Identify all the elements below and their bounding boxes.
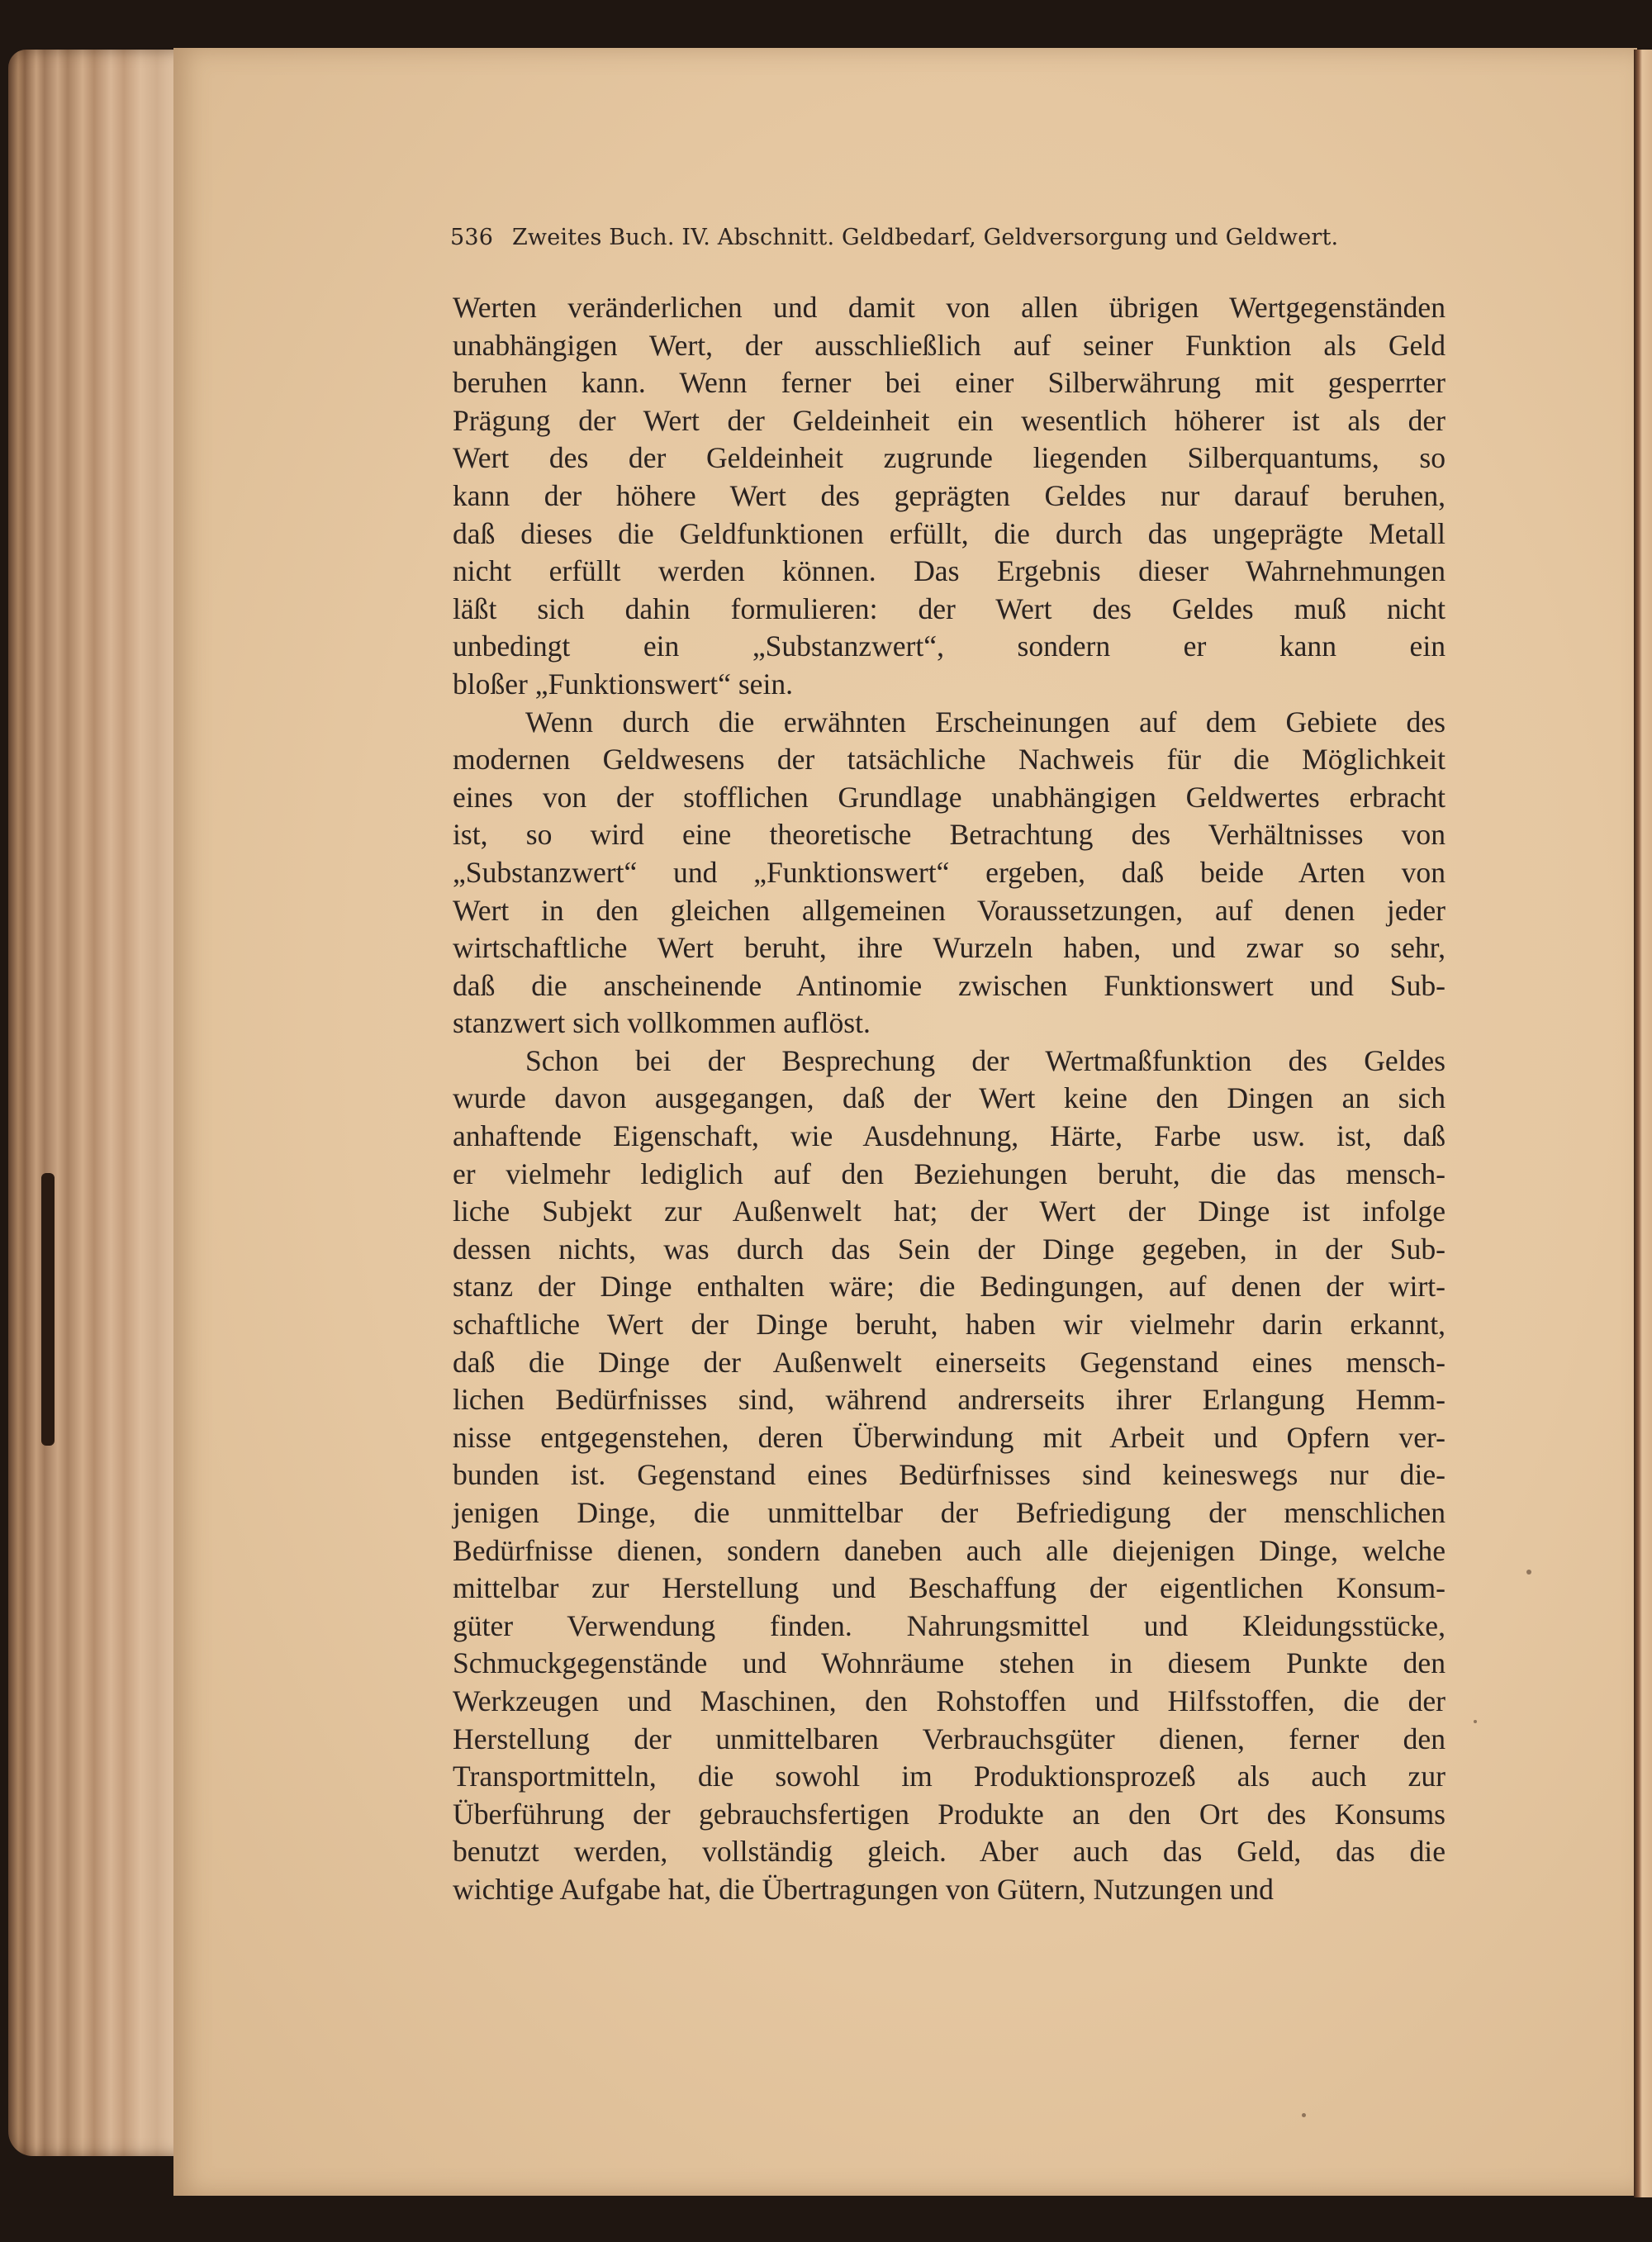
text-line: läßt sich dahin formulieren: der Wert des Geldes muß nicht: [453, 591, 1446, 625]
text-line: Wert des der Geldeinheit zugrunde liegenden Silberquantums, so: [453, 441, 1446, 475]
paper-speck: [1302, 2113, 1306, 2117]
running-header: [450, 225, 1408, 250]
text-line: daß dieses die Geldfunktionen erfüllt, die durch das ungeprägte Metall: [453, 516, 1446, 550]
text-line: daß die anscheinende Antinomie zwischen Funktionswert und Sub-: [453, 968, 1446, 1002]
binding-mark: [41, 1173, 55, 1446]
text-line: er vielmehr lediglich auf den Beziehungen beruht, die das mensch-: [453, 1157, 1446, 1190]
page-block-edge: [8, 50, 186, 2156]
text-line: daß die Dinge der Außenwelt einerseits Gegenstand eines mensch-: [453, 1345, 1446, 1379]
text-line: liche Subjekt zur Außenwelt hat; der Wert der Dinge ist infolge: [453, 1195, 1446, 1228]
text-line: Überführung der gebrauchsfertigen Produkte an den Ort des Konsums: [453, 1797, 1446, 1831]
text-line: wichtige Aufgabe hat, die Übertragungen von Gütern, Nutzungen und: [453, 1872, 1274, 1906]
text-line: schaftliche Wert der Dinge beruht, haben wir vielmehr darin erkannt,: [453, 1308, 1446, 1342]
paragraph: [453, 704, 1446, 1043]
text-line: lichen Bedürfnisses sind, während andrerseits ihrer Erlangung Hemm-: [453, 1383, 1446, 1417]
text-line: nicht erfüllt werden können. Das Ergebnis dieser Wahrnehmungen: [453, 554, 1446, 588]
paragraph: [453, 1043, 1446, 1909]
body-text: [453, 289, 1446, 1909]
text-line: jenigen Dinge, die unmittelbar der Befriedigung der menschlichen: [453, 1496, 1446, 1529]
text-line: stanz der Dinge enthalten wäre; die Bedingungen, auf denen der wirt-: [453, 1270, 1446, 1304]
text-line: wurde davon ausgegangen, daß der Wert keine den Dingen an sich: [453, 1081, 1446, 1115]
text-line: Herstellung der unmittelbaren Verbrauchsgüter dienen, ferner den: [453, 1722, 1446, 1755]
text-line: Transportmitteln, die sowohl im Produktionsprozeß als auch zur: [453, 1760, 1446, 1793]
text-line: Werkzeugen und Maschinen, den Rohstoffen und Hilfsstoffen, die der: [453, 1684, 1446, 1717]
text-line: Bedürfnisse dienen, sondern daneben auch alle diejenigen Dinge, welche: [453, 1533, 1446, 1567]
text-line: bloßer „Funktionswert“ sein.: [453, 667, 794, 701]
text-line: nisse entgegenstehen, deren Überwindung mit Arbeit und Opfern ver-: [453, 1420, 1446, 1454]
text-line: güter Verwendung finden. Nahrungsmittel und Kleidungsstücke,: [453, 1608, 1446, 1642]
text-line: benutzt werden, vollständig gleich. Aber auch das Geld, das die: [453, 1835, 1446, 1869]
text-line: Prägung der Wert der Geldeinheit ein wesentlich höherer ist als der: [453, 403, 1446, 437]
text-line: modernen Geldwesens der tatsächliche Nachweis für die Möglichkeit: [453, 743, 1446, 777]
running-title: Zweites Buch. IV. Abschnitt. Geldbedarf, Geldversorgung und Geldwert.: [511, 225, 1339, 250]
text-line: unabhängigen Wert, der ausschließlich auf seiner Funktion als Geld: [453, 328, 1446, 362]
text-line: stanzwert sich vollkommen auflöst.: [453, 1006, 871, 1040]
text-line: dessen nichts, was durch das Sein der Dinge gegeben, in der Sub-: [453, 1232, 1446, 1266]
paper-speck: [1526, 1570, 1531, 1575]
paragraph: [453, 289, 1446, 704]
text-line: kann der höhere Wert des geprägten Geldes nur darauf beruhen,: [453, 478, 1446, 512]
paper-speck: [1474, 1720, 1477, 1723]
text-line: wirtschaftliche Wert beruht, ihre Wurzeln haben, und zwar so sehr,: [453, 931, 1446, 965]
text-line: bunden ist. Gegenstand eines Bedürfnisses sind keineswegs nur die-: [453, 1458, 1446, 1492]
text-line: Werten veränderlichen und damit von allen übrigen Wertgegenständen: [453, 291, 1446, 324]
text-line: „Substanzwert“ und „Funktionswert“ ergeben, daß beide Arten von: [453, 855, 1446, 889]
text-line: anhaftende Eigenschaft, wie Ausdehnung, Härte, Farbe usw. ist, daß: [453, 1119, 1446, 1153]
text-line: Schmuckgegenstände und Wohnräume stehen in diesem Punkte den: [453, 1646, 1446, 1680]
text-line: Wert in den gleichen allgemeinen Voraussetzungen, auf denen jeder: [453, 893, 1446, 927]
text-line: ist, so wird eine theoretische Betrachtung des Verhältnisses von: [453, 818, 1446, 852]
text-line: mittelbar zur Herstellung und Beschaffung der eigentlichen Konsum-: [453, 1571, 1446, 1605]
facing-page-edge: [1634, 50, 1652, 2197]
text-line: eines von der stofflichen Grundlage unabhängigen Geldwertes erbracht: [453, 780, 1446, 814]
page-number: 536: [450, 225, 494, 250]
text-line: Wenn durch die erwähnten Erscheinungen auf dem Gebiete des: [525, 705, 1446, 739]
text-line: beruhen kann. Wenn ferner bei einer Silberwährung mit gesperrter: [453, 366, 1446, 400]
text-line: Schon bei der Besprechung der Wertmaßfunktion des Geldes: [525, 1043, 1446, 1077]
text-line: unbedingt ein „Substanzwert“, sondern er kann ein: [453, 629, 1446, 663]
